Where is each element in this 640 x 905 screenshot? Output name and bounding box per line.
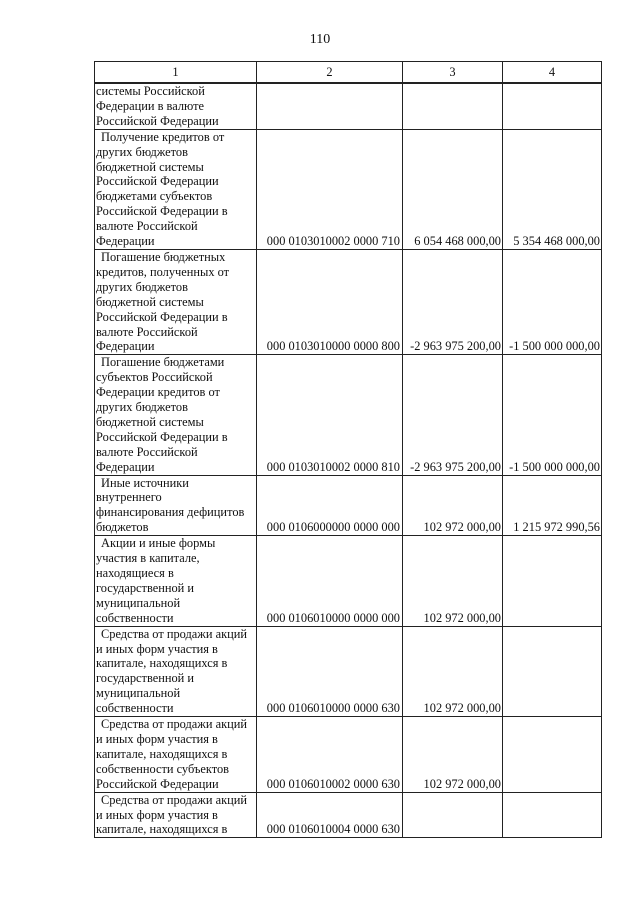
row-name-line: бюджетной системы — [96, 414, 204, 429]
row-code-cell: 000 0106010004 0000 630 — [257, 792, 403, 838]
row-name-cell — [95, 129, 257, 249]
row-name-line: государственной и — [96, 580, 195, 595]
row-name-line: Федерации — [96, 459, 155, 474]
row-name-line: Получение кредитов от — [101, 129, 225, 144]
row-code-cell: 000 0106010000 0000 630 — [257, 626, 403, 716]
row-value-3-cell — [403, 792, 503, 838]
row-name-line: Погашение бюджетами — [101, 355, 225, 370]
row-name-line: Российской Федерации в — [96, 429, 228, 444]
row-value-3-cell: 102 972 000,00 — [403, 475, 503, 536]
row-name-line: Погашение бюджетных — [101, 249, 226, 264]
row-name-line: Средства от продажи акций — [101, 626, 248, 641]
row-name-line: бюджетной системы — [96, 159, 204, 174]
column-header-2: 2 — [257, 62, 403, 84]
row-name-line: внутреннего — [96, 490, 162, 505]
row-name-line: валюте Российской — [96, 444, 198, 459]
row-name-line: Российской Федерации в — [96, 204, 228, 219]
row-name-line: Федерации в валюте — [96, 98, 205, 113]
row-name-line: системы Российской — [96, 84, 205, 98]
row-value-3-cell: 102 972 000,00 — [403, 717, 503, 793]
row-value-3-cell: 102 972 000,00 — [403, 536, 503, 626]
row-name-line: Иные источники — [101, 475, 189, 490]
row-value-4-cell — [503, 83, 602, 129]
row-value-4-cell: -1 500 000 000,00 — [503, 355, 602, 475]
row-value-3-cell: 102 972 000,00 — [403, 626, 503, 716]
row-value-4-cell — [503, 536, 602, 626]
row-value-4-cell: -1 500 000 000,00 — [503, 249, 602, 354]
row-name-line: Российской Федерации — [96, 113, 219, 128]
row-name-cell — [95, 249, 257, 354]
row-code-cell — [257, 83, 403, 129]
table-row — [95, 717, 602, 793]
row-name-line: капитале, находящихся в — [96, 656, 228, 671]
row-value-3-cell — [403, 83, 503, 129]
table-row — [95, 355, 602, 475]
row-value-4-cell: 5 354 468 000,00 — [503, 129, 602, 249]
row-name-line: государственной и — [96, 671, 195, 686]
row-name-line: собственности — [96, 610, 174, 625]
row-name-cell — [95, 475, 257, 536]
row-name-line: Средства от продажи акций — [101, 792, 248, 807]
table-row — [95, 626, 602, 716]
row-name-line: других бюджетов — [96, 279, 188, 294]
row-value-4-cell — [503, 717, 602, 793]
row-name-cell — [95, 626, 257, 716]
row-value-3-cell: -2 963 975 200,00 — [403, 249, 503, 354]
row-name-line: Акции и иные формы — [101, 536, 216, 551]
table-row — [95, 129, 602, 249]
table-row — [95, 83, 602, 129]
row-name-line: собственности — [96, 701, 174, 716]
row-name-cell — [95, 83, 257, 129]
row-name-line: кредитов, полученных от — [96, 264, 230, 279]
row-name-line: бюджетной системы — [96, 294, 204, 309]
row-name-line: Российской Федерации — [96, 776, 219, 791]
page-number: 110 — [309, 32, 331, 47]
row-code-cell: 000 0106010002 0000 630 — [257, 717, 403, 793]
row-name-line: Российской Федерации в — [96, 309, 228, 324]
row-value-4-cell — [503, 792, 602, 838]
row-name-line: Федерации — [96, 339, 155, 354]
row-name-line: Федерации — [96, 234, 155, 249]
row-code-cell: 000 0103010000 0000 800 — [257, 249, 403, 354]
column-header-4: 4 — [503, 62, 602, 84]
row-name-line: Федерации кредитов от — [96, 385, 220, 400]
row-name-line: субъектов Российской — [96, 370, 213, 385]
column-header-1: 1 — [95, 62, 257, 84]
row-name-line: бюджетами субъектов — [96, 189, 213, 204]
row-value-3-cell: -2 963 975 200,00 — [403, 355, 503, 475]
row-value-4-cell: 1 215 972 990,56 — [503, 475, 602, 536]
row-name-cell — [95, 536, 257, 626]
row-name-line: капитале, находящихся в — [96, 822, 228, 837]
row-code-cell: 000 0106010000 0000 000 — [257, 536, 403, 626]
row-name-line: Российской Федерации — [96, 174, 219, 189]
row-name-cell — [95, 792, 257, 838]
row-name-cell — [95, 355, 257, 475]
table-header-row — [95, 62, 602, 84]
row-code-cell: 000 0103010002 0000 810 — [257, 355, 403, 475]
row-name-line: капитале, находящихся в — [96, 746, 228, 761]
row-name-line: других бюджетов — [96, 400, 188, 415]
budget-sources-table — [94, 61, 602, 838]
row-name-line: и иных форм участия в — [96, 641, 218, 656]
row-name-line: валюте Российской — [96, 219, 198, 234]
row-name-line: собственности субъектов — [96, 761, 230, 776]
row-code-cell: 000 0103010002 0000 710 — [257, 129, 403, 249]
row-name-line: находящиеся в — [96, 566, 174, 580]
row-name-line: участия в капитале, — [96, 551, 200, 566]
row-name-line: муниципальной — [96, 595, 181, 610]
row-name-line: муниципальной — [96, 686, 181, 701]
row-name-line: Средства от продажи акций — [101, 717, 248, 732]
row-code-cell: 000 0106000000 0000 000 — [257, 475, 403, 536]
table-row — [95, 536, 602, 626]
row-name-line: бюджетов — [96, 520, 149, 535]
row-name-line: и иных форм участия в — [96, 731, 218, 746]
row-value-4-cell — [503, 626, 602, 716]
table-row — [95, 475, 602, 536]
row-name-line: других бюджетов — [96, 144, 188, 159]
table-row — [95, 249, 602, 354]
row-name-line: и иных форм участия в — [96, 807, 218, 822]
column-header-3: 3 — [403, 62, 503, 84]
row-value-3-cell: 6 054 468 000,00 — [403, 129, 503, 249]
row-name-line: валюте Российской — [96, 324, 198, 339]
row-name-cell — [95, 717, 257, 793]
table-row — [95, 792, 602, 838]
row-name-line: финансирования дефицитов — [96, 505, 245, 520]
